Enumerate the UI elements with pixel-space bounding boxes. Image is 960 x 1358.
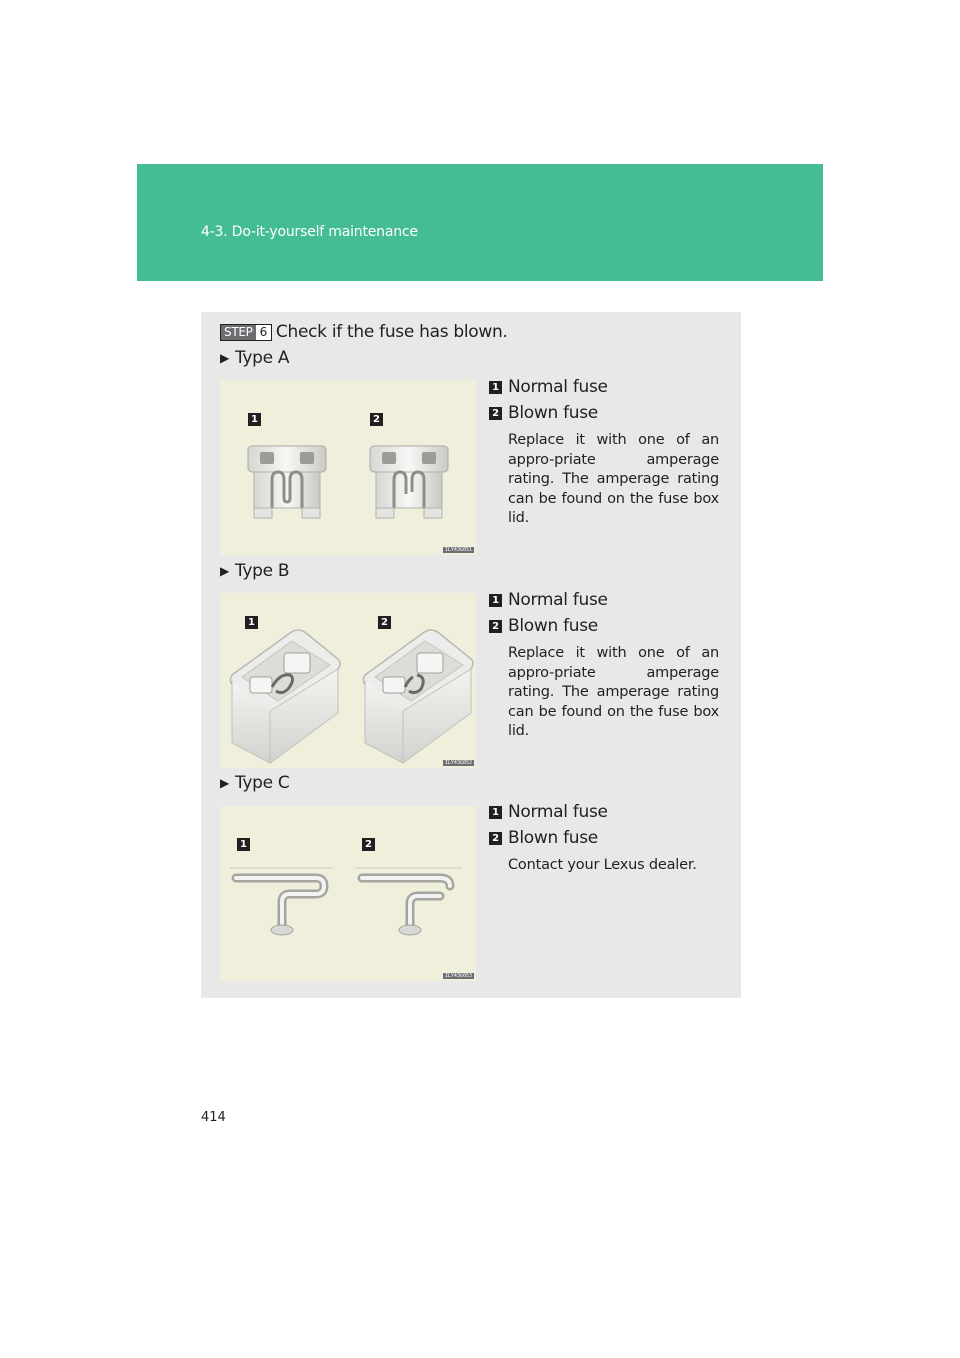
legend-text: Blown fuse bbox=[508, 616, 598, 636]
type-c-fuse-drawing bbox=[220, 806, 476, 981]
legend-text: Normal fuse bbox=[508, 590, 608, 610]
step-word: STEP bbox=[221, 325, 256, 340]
legend-number: 2 bbox=[489, 832, 502, 845]
step-badge bbox=[220, 324, 272, 341]
step-heading bbox=[220, 322, 508, 342]
figure-code: ILY43G053 bbox=[444, 973, 472, 979]
type-b-legend bbox=[489, 587, 719, 742]
callout-2: 2 bbox=[378, 616, 391, 629]
legend-normal-fuse bbox=[489, 374, 719, 400]
type-b-note: Replace it with one of an appro-priate amperage rating. The amperage rating can be found on the fuse box lid. bbox=[508, 645, 719, 739]
legend-number: 2 bbox=[489, 620, 502, 633]
type-b-illustration bbox=[220, 593, 476, 768]
legend-number: 1 bbox=[489, 806, 502, 819]
callout-2: 2 bbox=[362, 838, 375, 851]
type-c-note: Contact your Lexus dealer. bbox=[508, 857, 697, 873]
type-c-label-text: Type C bbox=[234, 773, 290, 793]
triangle-right-icon: ▶ bbox=[220, 351, 229, 365]
page-number: 414 bbox=[201, 1110, 226, 1125]
step-text: Check if the fuse has blown. bbox=[275, 322, 508, 342]
legend-text: Normal fuse bbox=[508, 802, 608, 822]
legend-text: Blown fuse bbox=[508, 403, 598, 423]
figure-code: ILY43G052 bbox=[444, 760, 472, 766]
legend-number: 1 bbox=[489, 594, 502, 607]
callout-2: 2 bbox=[370, 413, 383, 426]
legend-number: 1 bbox=[489, 381, 502, 394]
section-title: 4-3. Do-it-yourself maintenance bbox=[201, 224, 418, 240]
legend-blown-fuse bbox=[489, 400, 719, 426]
type-a-legend bbox=[489, 374, 719, 529]
legend-number: 2 bbox=[489, 407, 502, 420]
callout-1: 1 bbox=[237, 838, 250, 851]
type-a-fuse-drawing bbox=[220, 380, 476, 555]
type-a-label-text: Type A bbox=[234, 348, 290, 368]
callout-1: 1 bbox=[245, 616, 258, 629]
callout-1: 1 bbox=[248, 413, 261, 426]
legend-normal-fuse bbox=[489, 799, 719, 825]
legend-blown-fuse bbox=[489, 825, 719, 851]
legend-blown-fuse bbox=[489, 613, 719, 639]
triangle-right-icon: ▶ bbox=[220, 564, 229, 578]
section-header bbox=[137, 164, 823, 281]
type-a-label bbox=[220, 348, 289, 368]
triangle-right-icon: ▶ bbox=[220, 776, 229, 790]
legend-text: Normal fuse bbox=[508, 377, 608, 397]
type-b-fuse-drawing bbox=[220, 593, 476, 768]
type-c-label bbox=[220, 773, 289, 793]
type-a-illustration bbox=[220, 380, 476, 555]
type-a-note: Replace it with one of an appro-priate amperage rating. The amperage rating can be found on the fuse box lid. bbox=[508, 432, 719, 526]
step-panel bbox=[201, 312, 741, 998]
type-c-illustration bbox=[220, 806, 476, 981]
step-number: 6 bbox=[256, 325, 271, 340]
legend-text: Blown fuse bbox=[508, 828, 598, 848]
figure-code: ILY43G051 bbox=[444, 547, 472, 553]
type-c-legend bbox=[489, 799, 719, 876]
legend-normal-fuse bbox=[489, 587, 719, 613]
type-b-label bbox=[220, 561, 289, 581]
type-b-label-text: Type B bbox=[234, 561, 290, 581]
